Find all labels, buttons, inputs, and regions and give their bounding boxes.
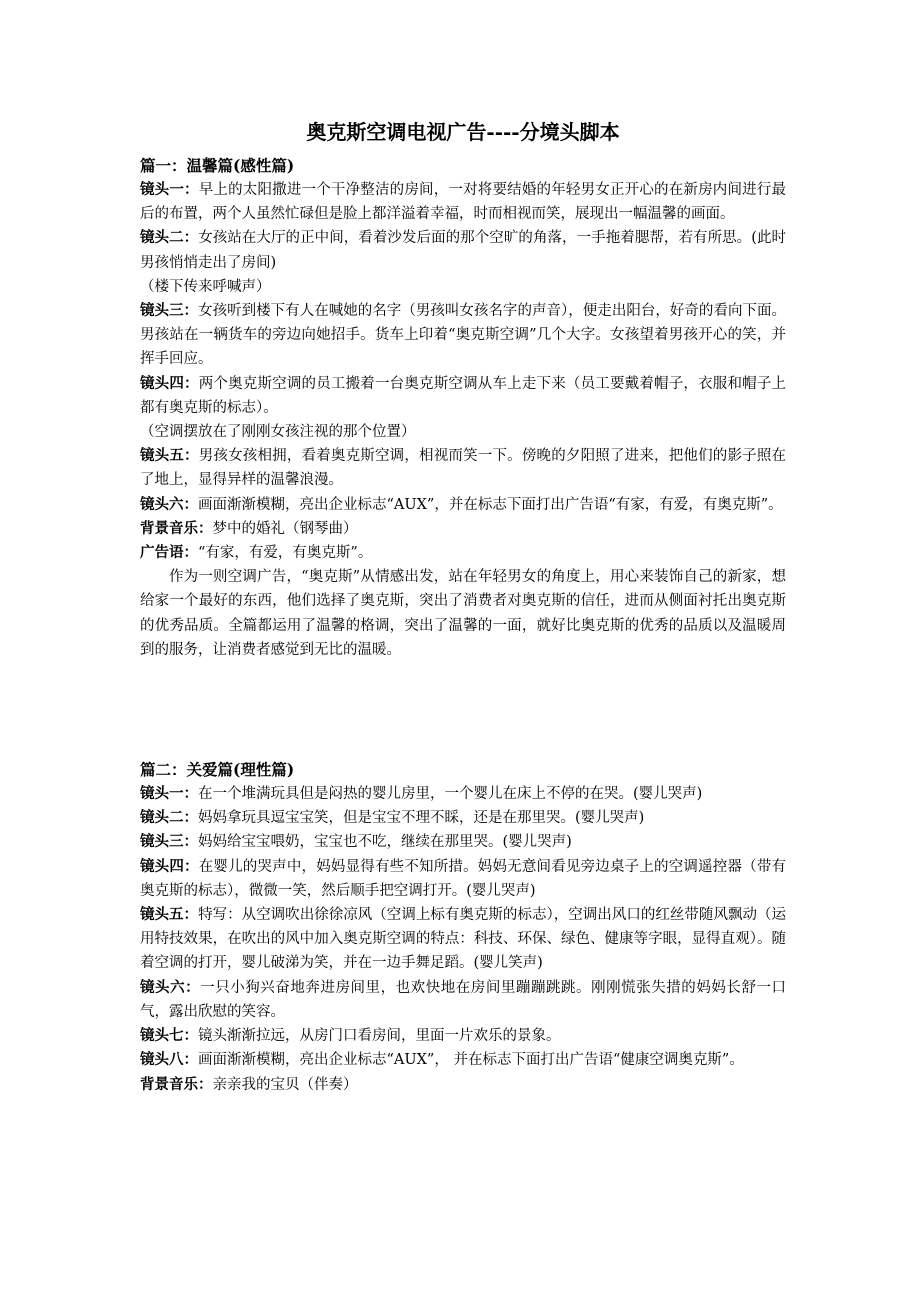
section-heading-part1: 篇一：温馨篇(感性篇) <box>140 156 295 175</box>
shot-label: 镜头四： <box>140 374 199 392</box>
shot-label: 镜头六： <box>140 495 198 513</box>
shot-text: 画面渐渐模糊，亮出企业标志“AUX”，并在标志下面打出广告语“有家，有爱，有奥克斯”。 <box>198 496 783 513</box>
music-text: 亲亲我的宝贝（伴奏） <box>212 1076 358 1093</box>
shot-label: 镜头三： <box>140 833 198 851</box>
background-music <box>140 1073 786 1097</box>
shot-label: 镜头二： <box>140 229 199 247</box>
shot-paragraph <box>140 830 786 854</box>
shot-text: 男孩女孩相拥，看着奥克斯空调，相视而笑一下。傍晚的夕阳照了进来，把他们的影子照在了地上，显得异样的温馨浪漫。 <box>140 448 787 489</box>
background-music <box>140 517 786 541</box>
scene-note: （空调摆放在了刚刚女孩注视的那个位置） <box>140 424 416 441</box>
shot-paragraph <box>140 903 786 976</box>
slogan <box>140 541 786 565</box>
shot-paragraph <box>140 493 786 517</box>
shot-paragraph <box>140 178 786 226</box>
commentary-paragraph: 作为一则空调广告，“奥克斯”从情感出发，站在年轻男女的角度上，用心来装饰自己的新家，想给家一个最好的东西，他们选择了奥克斯，突出了消费者对奥克斯的信任，进而从侧面衬托出奥克斯的优秀品质。全篇都运用了温馨的格调，突出了温馨的一面，就好比奥克斯的优秀的品质以及温暖周到的服务，让消费者感觉到无比的温暖。 <box>140 569 786 658</box>
shot-paragraph <box>140 976 786 1024</box>
document-title: 奥克斯空调电视广告----分境头脚本 <box>306 120 620 144</box>
shot-label: 镜头五： <box>140 906 199 924</box>
shot-label: 镜头一： <box>140 785 198 803</box>
shot-label: 镜头七： <box>140 1027 198 1045</box>
shot-text: 两个奥克斯空调的员工搬着一台奥克斯空调从车上走下来（员工要戴着帽子，衣服和帽子上都有奥克斯的标志）。 <box>140 375 787 416</box>
shot-label: 镜头五： <box>140 447 199 465</box>
music-text: 梦中的婚礼（钢琴曲） <box>212 520 358 537</box>
shot-text: 女孩听到楼下有人在喊她的名字（男孩叫女孩名字的声音），便走出阳台，好奇的看向下面。男孩站在一辆货车的旁边向她招手。货车上印着“奥克斯空调”几个大字。女孩望着男孩开心的笑，并挥手回应。 <box>140 303 787 368</box>
shot-paragraph <box>140 1024 786 1048</box>
shot-label: 镜头一： <box>140 181 199 198</box>
shot-paragraph <box>140 372 786 420</box>
shot-text: 画面渐渐模糊，亮出企业标志“AUX”， 并在标志下面打出广告语“健康空调奥克斯”。 <box>198 1052 744 1069</box>
document-page <box>140 118 786 1097</box>
section-heading-part2: 篇二：关爱篇(理性篇) <box>140 760 295 780</box>
shot-text: 妈妈拿玩具逗宝宝笑，但是宝宝不理不睬，还是在那里哭。(婴儿哭声) <box>198 810 645 827</box>
shot-text: 在婴儿的哭声中，妈妈显得有些不知所措。妈妈无意间看见旁边桌子上的空调遥控器（带有奥克斯的标志），微微一笑，然后顺手把空调打开。(婴儿哭声) <box>140 858 787 899</box>
shot-paragraph <box>140 226 786 274</box>
shot-label: 镜头六： <box>140 978 201 996</box>
shot-text: 一只小狗兴奋地奔进房间里，也欢快地在房间里蹦蹦跳跳。刚刚慌张失措的妈妈长舒一口气，露出欣慰的笑容。 <box>140 979 787 1020</box>
shot-label: 镜头二： <box>140 809 198 827</box>
shot-text: 镜头渐渐拉远，从房门口看房间，里面一片欢乐的景象。 <box>198 1028 561 1045</box>
music-label: 背景音乐： <box>140 1075 213 1093</box>
shot-paragraph <box>140 806 786 830</box>
shot-paragraph <box>140 782 786 806</box>
slogan-label: 广告语： <box>140 544 198 562</box>
sound-note: （楼下传来呼喊声） <box>140 278 271 295</box>
shot-label: 镜头四： <box>140 857 199 875</box>
shot-paragraph <box>140 299 786 372</box>
shot-text: 特写：从空调吹出徐徐凉风（空调上标有奥克斯的标志），空调出风口的红丝带随风飘动（运用特技效果，在吹出的风中加入奥克斯空调的特点：科技、环保、绿色、健康等字眼，显得直观）。随着空调的打开，婴儿破涕为笑，并在一边手舞足蹈。(婴儿笑声) <box>140 907 787 972</box>
shot-label: 镜头三： <box>140 302 199 320</box>
section-spacer <box>140 662 786 758</box>
music-label: 背景音乐： <box>140 519 213 537</box>
shot-label: 镜头八： <box>140 1051 198 1069</box>
shot-text: 在一个堆满玩具但是闷热的婴儿房里，一个婴儿在床上不停的在哭。(婴儿哭声) <box>198 786 703 803</box>
shot-text: 妈妈给宝宝喂奶，宝宝也不吃，继续在那里哭。(婴儿哭声) <box>198 834 572 851</box>
shot-paragraph <box>140 1048 786 1072</box>
shot-paragraph <box>140 855 786 903</box>
slogan-text: “有家，有爱，有奥克斯”。 <box>198 545 373 562</box>
shot-text: 女孩站在大厅的正中间，看着沙发后面的那个空旷的角落，一手拖着腮帮，若有所思。(此时男孩悄悄走出了房间) <box>140 230 787 271</box>
shot-paragraph <box>140 444 786 492</box>
shot-text: 早上的太阳撒进一个干净整洁的房间，一对将要结婚的年轻男女正开心的在新房内间进行最后的布置，两个人虽然忙碌但是脸上都洋溢着幸福，时而相视而笑，展现出一幅温馨的画面。 <box>140 182 787 223</box>
